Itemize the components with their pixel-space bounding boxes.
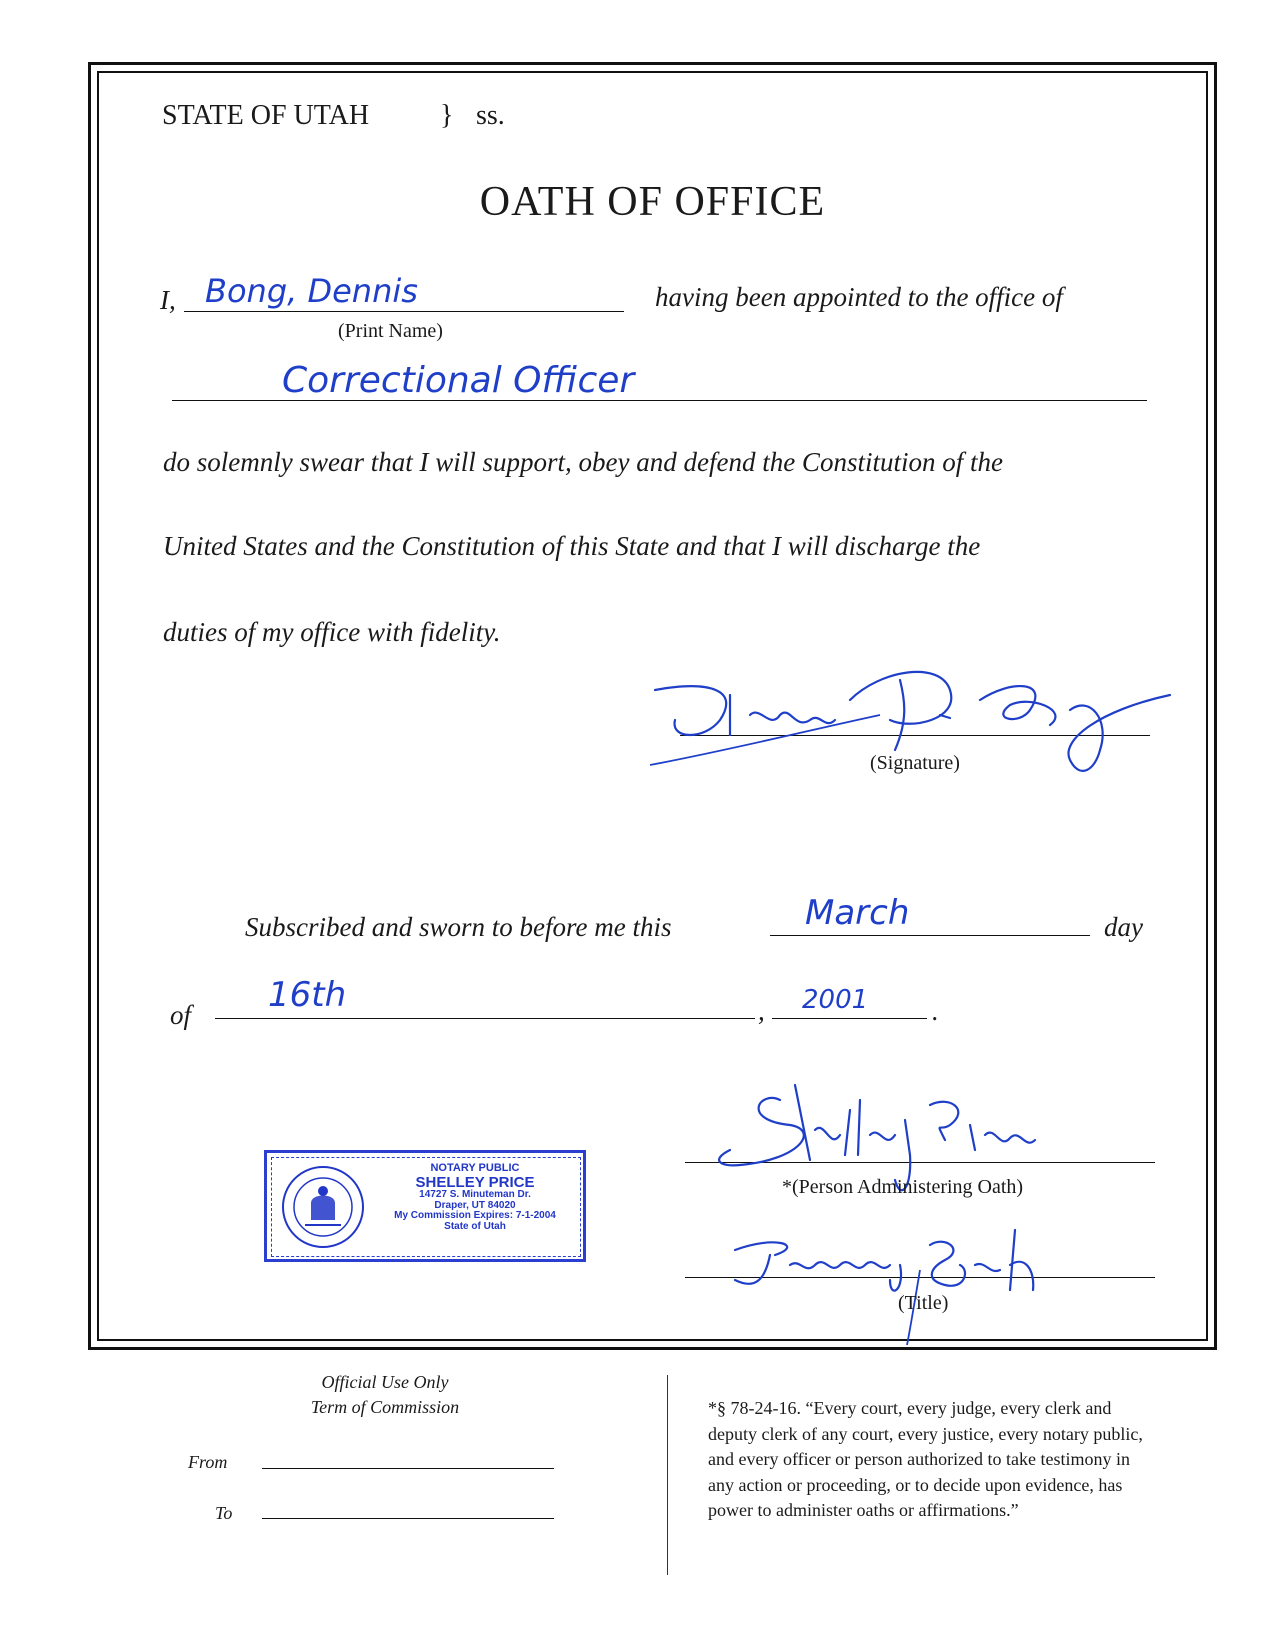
administer-caption: *(Person Administering Oath) (782, 1176, 1024, 1198)
of-label: of (170, 1000, 192, 1030)
term-label: Term of Commission (310, 1397, 460, 1417)
handwritten-month: 16th (268, 975, 347, 1015)
official-use-label: Official Use Only (321, 1372, 449, 1392)
print-name-caption: (Print Name) (338, 320, 443, 342)
statute-line: deputy clerk of any court, every justice, every notary public, (708, 1423, 1143, 1444)
year-line (772, 1018, 927, 1019)
handwritten-name: Bong, Dennis (205, 272, 418, 310)
footer-divider (667, 1375, 668, 1575)
subscribed-text: Subscribed and sworn to before me this (245, 912, 672, 942)
oath-line-1: do solemnly swear that I will support, obey and defend the Constitution of the (163, 447, 1003, 477)
statute-line: and every officer or person authorized to take testimony in (708, 1449, 1131, 1469)
i-label: I, (160, 285, 176, 315)
day-line (770, 935, 1090, 936)
stamp-line-3: 14727 S. Minuteman Dr. (419, 1189, 531, 1201)
oath-line-3: duties of my office with fidelity. (163, 617, 501, 647)
title-caption: (Title) (898, 1292, 949, 1314)
handwritten-year: 2001 (802, 985, 869, 1015)
stamp-line-2: SHELLEY PRICE (415, 1173, 535, 1191)
state-label: STATE OF UTAH (162, 100, 370, 131)
notary-stamp (264, 1150, 586, 1262)
brace: } (440, 100, 454, 131)
appointed-text: having been appointed to the office of (655, 282, 1063, 312)
stamp-line-6: State of Utah (444, 1220, 506, 1232)
title-handwriting (715, 1210, 1075, 1350)
stamp-line-4: Draper, UT 84020 (434, 1199, 516, 1211)
stamp-line-1: NOTARY PUBLIC (430, 1162, 520, 1174)
comma: , (758, 996, 765, 1026)
handwritten-office: Correctional Officer (282, 360, 635, 401)
stamp-text (375, 1163, 575, 1232)
to-label: To (215, 1503, 233, 1523)
signature-caption: (Signature) (870, 752, 960, 774)
statute-text (708, 1396, 1228, 1524)
from-label: From (188, 1452, 228, 1472)
period: . (932, 996, 939, 1026)
oath-line-2: United States and the Constitution of this State and that I will discharge the (163, 531, 981, 561)
state-seal (281, 1165, 365, 1249)
from-line (262, 1468, 554, 1469)
to-line (262, 1518, 554, 1519)
stamp-line-5: My Commission Expires: 7-1-2004 (394, 1210, 556, 1222)
handwritten-day: March (805, 893, 910, 933)
name-line (184, 311, 624, 312)
month-line (215, 1018, 755, 1019)
day-label: day (1104, 912, 1143, 942)
statute-line: any action or proceeding, or to decide upon evidence, has (708, 1474, 1123, 1495)
ss-label: ss. (476, 100, 505, 131)
statute-line: *§ 78-24-16. “Every court, every judge, every clerk and (708, 1398, 1112, 1418)
statute-line: power to administer oaths or affirmations.” (708, 1500, 1019, 1520)
document-title: OATH OF OFFICE (479, 179, 826, 225)
